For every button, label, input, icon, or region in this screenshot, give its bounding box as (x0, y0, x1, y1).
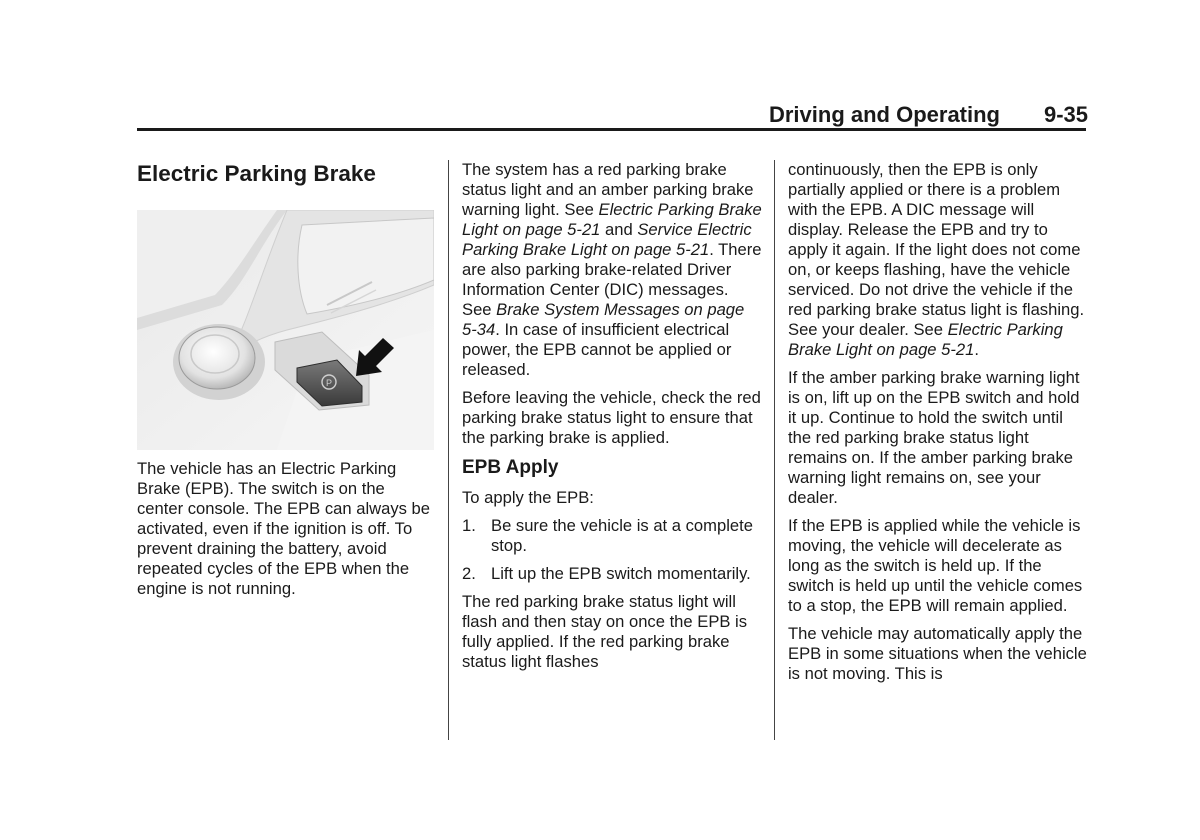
section-title: Driving and Operating (768, 102, 1000, 127)
epb-apply-heading: EPB Apply (462, 457, 559, 478)
moving-apply-paragraph: If the EPB is applied while the vehicle is moving, the vehicle will decelerate as long as the switch is held up. If the switch is held up until the vehicle comes to a stop, the EPB will remain applied. (788, 516, 1083, 615)
cross-reference-link[interactable]: Electric Parking Brake Light on page 5-21 (462, 200, 762, 239)
intro-paragraph: The vehicle has an Electric Parking Brake (EPB). The switch is on the center console. The EPB can always be activated, even if the ignition is off. To prevent draining the battery, avoid repeated cycles of the EPB when the engine is not running. (137, 459, 431, 598)
apply-intro: To apply the EPB: (462, 488, 594, 507)
header-rule (137, 128, 1086, 131)
partial-apply-paragraph (788, 160, 1088, 360)
column-divider-2 (774, 160, 775, 740)
column-divider-1 (448, 160, 449, 740)
step-number: 1. (462, 516, 476, 535)
lights-paragraph (462, 160, 762, 380)
lights-text-a: The system has a red parking brake status light and an amber parking brake warning light. See (462, 160, 754, 219)
list-item (462, 564, 762, 584)
auto-apply-paragraph: The vehicle may automatically apply the EPB in some situations when the vehicle is not moving. This is (788, 624, 1087, 683)
column-2 (462, 160, 762, 680)
list-item (462, 516, 762, 556)
epb-console-illustration (137, 210, 434, 450)
amber-warning-paragraph: If the amber parking brake warning light is on, lift up on the EPB switch and hold it up. Continue to hold the switch until the red parking brake status light remains on. If the amber parking brake warning light remains on, see your dealer. (788, 368, 1080, 507)
step-text: Be sure the vehicle is at a complete stop. (491, 516, 753, 555)
page-number: 9-35 (1043, 102, 1088, 127)
svg-text:P: P (326, 378, 333, 388)
page-heading: Electric Parking Brake (137, 161, 376, 186)
status-light-paragraph: The red parking brake status light will flash and then stay on once the EPB is fully applied. If the red parking brake status light flashes (462, 592, 748, 671)
column-3 (788, 160, 1088, 692)
cross-reference-link[interactable]: Service Electric Parking Brake Light on page 5-21 (462, 220, 752, 259)
lights-text-b: and (600, 220, 638, 239)
lights-text-d: . In case of insufficient electrical power, the EPB cannot be applied or released. (462, 320, 732, 379)
before-leaving-paragraph: Before leaving the vehicle, check the red parking brake status light to ensure that the parking brake is applied. (462, 388, 761, 447)
column-1 (137, 160, 435, 607)
lights-text-c: . There are also parking brake-related Driver Information Center (DIC) messages. See (462, 240, 762, 319)
cross-reference-link[interactable]: Electric Parking Brake Light on page 5-21 (788, 320, 1063, 359)
step-text: Lift up the EPB switch momentarily. (491, 564, 751, 583)
partial-apply-text-a: continuously, then the EPB is only partially applied or there is a problem with the EPB. A DIC message will display. Release the EPB and try to apply it again. If the light does not come on, or keeps flashing, have the vehicle serviced. Do not drive the vehicle if the red parking brake status light is flashing. See your dealer. See (788, 160, 1085, 339)
partial-apply-text-b: . (974, 340, 979, 359)
apply-steps-list (462, 516, 762, 584)
step-number: 2. (462, 564, 476, 583)
cross-reference-link[interactable]: Brake System Messages on page 5-34 (462, 300, 745, 339)
